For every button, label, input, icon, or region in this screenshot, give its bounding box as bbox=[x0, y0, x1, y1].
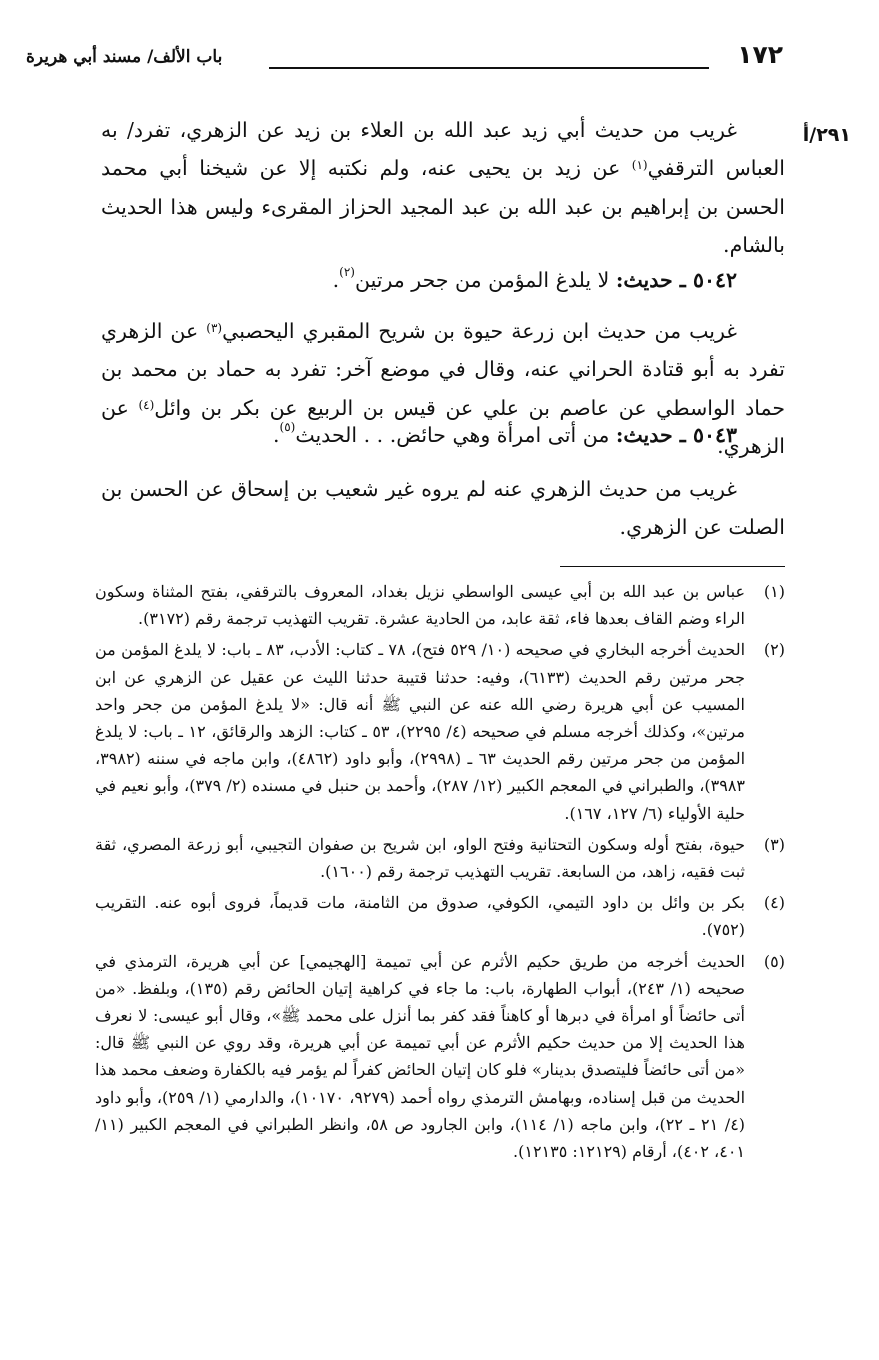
paragraph-1-text-b: عن زيد بن يحيى عنه، ولم نكتبه إلا عن شيخنا أبي محمد الحسن بن إبراهيم بن عبد الله بن عبد المجيد الحزاز المقرىء وليس هذا الحديث بالشام. bbox=[101, 156, 785, 257]
hadith-5043-end: . bbox=[272, 423, 280, 447]
hadith-5043 bbox=[272, 420, 737, 447]
footnote-ref-3[interactable]: (٣) bbox=[206, 321, 223, 335]
paragraph-2-text-b: عن الزهري تفرد به أبو قتادة الحراني عنه، وقال في موضع آخر: تفرد به حماد بن محمد بن حماد الواسطي عن عاصم بن علي عن قيس بن الربيع عن بكر بن وائل bbox=[101, 319, 785, 420]
footnote-number: (٢) bbox=[763, 640, 785, 660]
hadith-5042-text: لا يلدغ المؤمن من جحر مرتين bbox=[354, 268, 616, 292]
paragraph-1-text-a: غريب من حديث أبي زيد عبد الله بن العلاء بن زيد عن الزهري، تفرد/ به العباس الترقفي bbox=[101, 118, 785, 181]
page-header bbox=[26, 42, 783, 74]
footnote-4 bbox=[95, 889, 785, 943]
footnote-divider bbox=[560, 566, 785, 567]
footnote-text: حيوة، بفتح أوله وسكون التحتانية وفتح الواو، ابن شريح بن صفوان التجيبي، أبو زرعة المصري، ثقة ثبت فقيه، زاهد، من السابعة. تقريب التهذيب ترجمة رقم (١٦٠٠). bbox=[95, 834, 745, 882]
footnote-text: عباس بن عبد الله بن أبي عيسى الواسطي نزيل بغداد، المعروف بالترقفي، بفتح المثناة وسكون الراء وضم القاف بعدها فاء، ثقة عابد، من الحادية عشرة. تقريب التهذيب ترجمة رقم (٣١٧٢). bbox=[95, 582, 745, 629]
footnote-ref-2[interactable]: (٢) bbox=[339, 265, 355, 279]
footnote-ref-5[interactable]: (٥) bbox=[279, 420, 296, 434]
footnote-number: (٣) bbox=[763, 834, 785, 854]
footnotes-section bbox=[95, 578, 785, 1169]
footnote-ref-4[interactable]: (٤) bbox=[138, 397, 155, 412]
hadith-5042 bbox=[332, 265, 737, 292]
paragraph-2-text-a: غريب من حديث ابن زرعة حيوة بن شريح المقبري اليحصبي bbox=[222, 319, 737, 343]
footnote-5 bbox=[95, 948, 785, 1166]
paragraph-3: غريب من حديث الزهري عنه لم يروه غير شعيب بن إسحاق عن الحسن بن الصلت عن الزهري. bbox=[101, 477, 785, 540]
paragraph-2-text-c: عن الزهري. bbox=[101, 395, 785, 458]
footnote-text: الحديث أخرجه من طريق حكيم الأثرم عن أبي تميمة [الهجيمي] عن أبي هريرة، الترمذي في صحيحه (١/ ٢٤٣)، أبواب الطهارة، باب: ما جاء في كراهية إتيان الحائض رقم (١٣٥)، وبلفظ. «من أتى حائضاً أو امرأة في دبرها أو كاهناً فقد كفر بما أنزل على محمد ﷺ»، وقال أبو عيسى: لا نعرف هذا الحديث إلا من حديث حكيم الأثرم عن أبي تميمة عن أبي هريرة، وقد روي عن النبي ﷺ قال: «من أتى حائضاً فليتصدق بدينار» فلو كان إتيان الحائض كفراً لم يؤمر فيه بالكفارة وضعف محمد هذا الحديث من قبل إسناده، وبهامش الترمذي رواه أحمد (٩٢٧٩، ١٠١٧٠)، والدارمي (١/ ٢٥٩)، وأبو داود (٤/ ٢١ ـ ٢٢)، وابن ماجه (١/ ١١٤)، وابن الجارود ص ٥٨، وانظر الطبراني في المعجم الكبير (١١/ ٤٠١، ٤٠٢)، أرقام (١٢١٢٩: ١٢١٣٥). bbox=[95, 951, 746, 1162]
manuscript-folio-reference: ٢٩١/أ bbox=[802, 124, 851, 146]
footnote-number: (٥) bbox=[763, 951, 785, 971]
hadith-5042-number: ٥٠٤٢ ـ حديث: bbox=[615, 268, 737, 292]
footnote-number: (١) bbox=[763, 582, 785, 601]
running-title: باب الألف/ مسند أبي هريرة bbox=[26, 47, 223, 67]
page-number: ١٧٢ bbox=[737, 40, 783, 69]
paragraph-1 bbox=[101, 111, 785, 264]
footnote-ref-1[interactable]: (١) bbox=[631, 158, 648, 173]
hadith-5042-end: . bbox=[332, 268, 340, 292]
footnote-3 bbox=[95, 831, 785, 885]
hadith-5043-number: ٥٠٤٣ ـ حديث: bbox=[615, 423, 737, 447]
footnote-text: بكر بن وائل بن داود التيمي، الكوفي، صدوق من الثامنة، مات قديماً، فروى أبوه عنه. التقريب (٧٥٢). bbox=[95, 893, 746, 940]
footnote-2 bbox=[95, 636, 785, 826]
footnote-1 bbox=[95, 578, 785, 632]
header-rule bbox=[269, 67, 709, 69]
hadith-5043-text: من أتى امرأة وهي حائض. . . الحديث bbox=[295, 423, 616, 447]
footnote-text: الحديث أخرجه البخاري في صحيحه (١٠/ ٥٢٩ فتح)، ٧٨ ـ كتاب: الأدب، ٨٣ ـ باب: لا يلدغ المؤمن من جحر مرتين رقم الحديث (٦١٣٣)، وفيه: حدثنا قتيبة حدثنا الليث عن عقيل عن الزهري عن ابن المسيب عن أبي هريرة رضي الله عنه عن النبي ﷺ أنه قال: «لا يلدغ المؤمن من جحر واحد مرتين»، وكذلك أخرجه مسلم في صحيحه (٤/ ٢٢٩٥)، ٥٣ ـ كتاب: الزهد والرقائق، ١٢ ـ باب: لا يلدغ المؤمن من جحر مرتين رقم الحديث ٦٣ ـ (٢٩٩٨)، وأبو داود (٤٨٦٢)، وابن ماجه في سننه (٣٩٨٢، ٣٩٨٣)، والطبراني في المعجم الكبير (١٢/ ٢٨٧)، وأحمد بن حنبل في مسنده (٢/ ٣٧٩)، وأبو نعيم في حلية الأولياء (٦/ ١٢٧، ١٦٧). bbox=[95, 640, 746, 823]
footnote-number: (٤) bbox=[763, 893, 785, 913]
